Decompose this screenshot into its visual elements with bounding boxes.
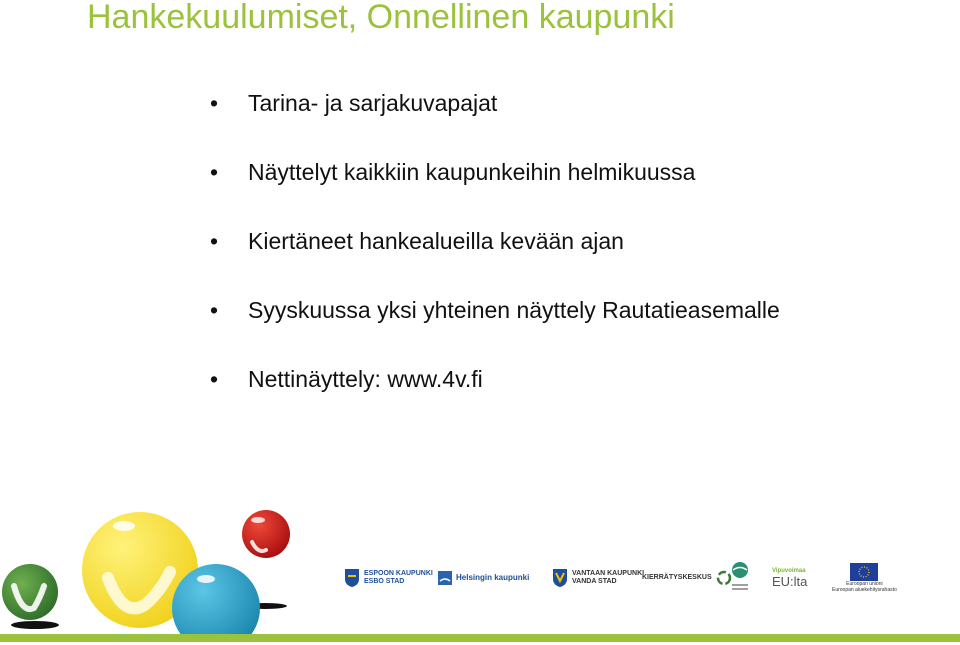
bullet-dot: •	[210, 297, 219, 323]
eu-logo	[832, 556, 897, 600]
bullet-dot: •	[210, 366, 219, 392]
helsinki-logo	[438, 556, 529, 600]
kierratyskeskus-name: KIERRÄTYSKESKUS	[642, 574, 712, 581]
yellow-ball-highlight	[113, 521, 135, 531]
bullet-dot: •	[210, 159, 219, 185]
decorative-balls	[0, 500, 330, 640]
vantaa-crest-icon	[552, 568, 568, 588]
espoo-name: ESPOON KAUPUNKI	[364, 570, 433, 577]
eu-fund-name: Euroopan aluekehitysrahasto	[832, 587, 897, 593]
vantaa-name-sv: VANDA STAD	[572, 578, 617, 585]
bullet-text: Syyskuussa yksi yhteinen näyttely Rautatieasemalle	[248, 297, 780, 323]
ball-shadow	[11, 621, 59, 629]
bullet-text: Kiertäneet hankealueilla kevään ajan	[248, 228, 624, 254]
bullet-text: Nettinäyttely: www.4v.fi	[248, 366, 483, 392]
bullet-dot: •	[210, 90, 219, 116]
eu-lta-text: EU:lta	[772, 574, 808, 589]
vipuvoimaa-text: Vipuvoimaa	[772, 568, 806, 574]
water-drop-icon	[728, 561, 752, 595]
bullet-dot: •	[210, 228, 219, 254]
red-ball-highlight	[251, 517, 265, 523]
espoo-logo	[344, 556, 433, 600]
blue-ball-highlight	[197, 575, 215, 583]
sponsor-logos	[340, 556, 940, 604]
espoo-crest-icon	[344, 568, 360, 588]
vipuvoimaa-logo	[772, 556, 807, 600]
vantaa-name: VANTAAN KAUPUNKI	[572, 570, 645, 577]
kierratyskeskus-logo	[642, 556, 732, 600]
eu-flag-icon	[850, 563, 878, 581]
footer-bar	[0, 634, 960, 642]
helsinki-crest-icon	[438, 571, 452, 585]
eu-name: Euroopan unioni	[846, 581, 883, 587]
helsingin-vesi-logo	[728, 556, 752, 600]
vantaa-logo	[552, 556, 644, 600]
helsinki-name: Helsingin kaupunki	[456, 573, 530, 582]
bullet-text: Näyttelyt kaikkiin kaupunkeihin helmikuussa	[248, 159, 696, 185]
bullet-text: Tarina- ja sarjakuvapajat	[248, 90, 498, 116]
slide-title: Hankekuulumiset, Onnellinen kaupunki	[87, 0, 675, 36]
espoo-name-sv: ESBO STAD	[364, 578, 405, 585]
